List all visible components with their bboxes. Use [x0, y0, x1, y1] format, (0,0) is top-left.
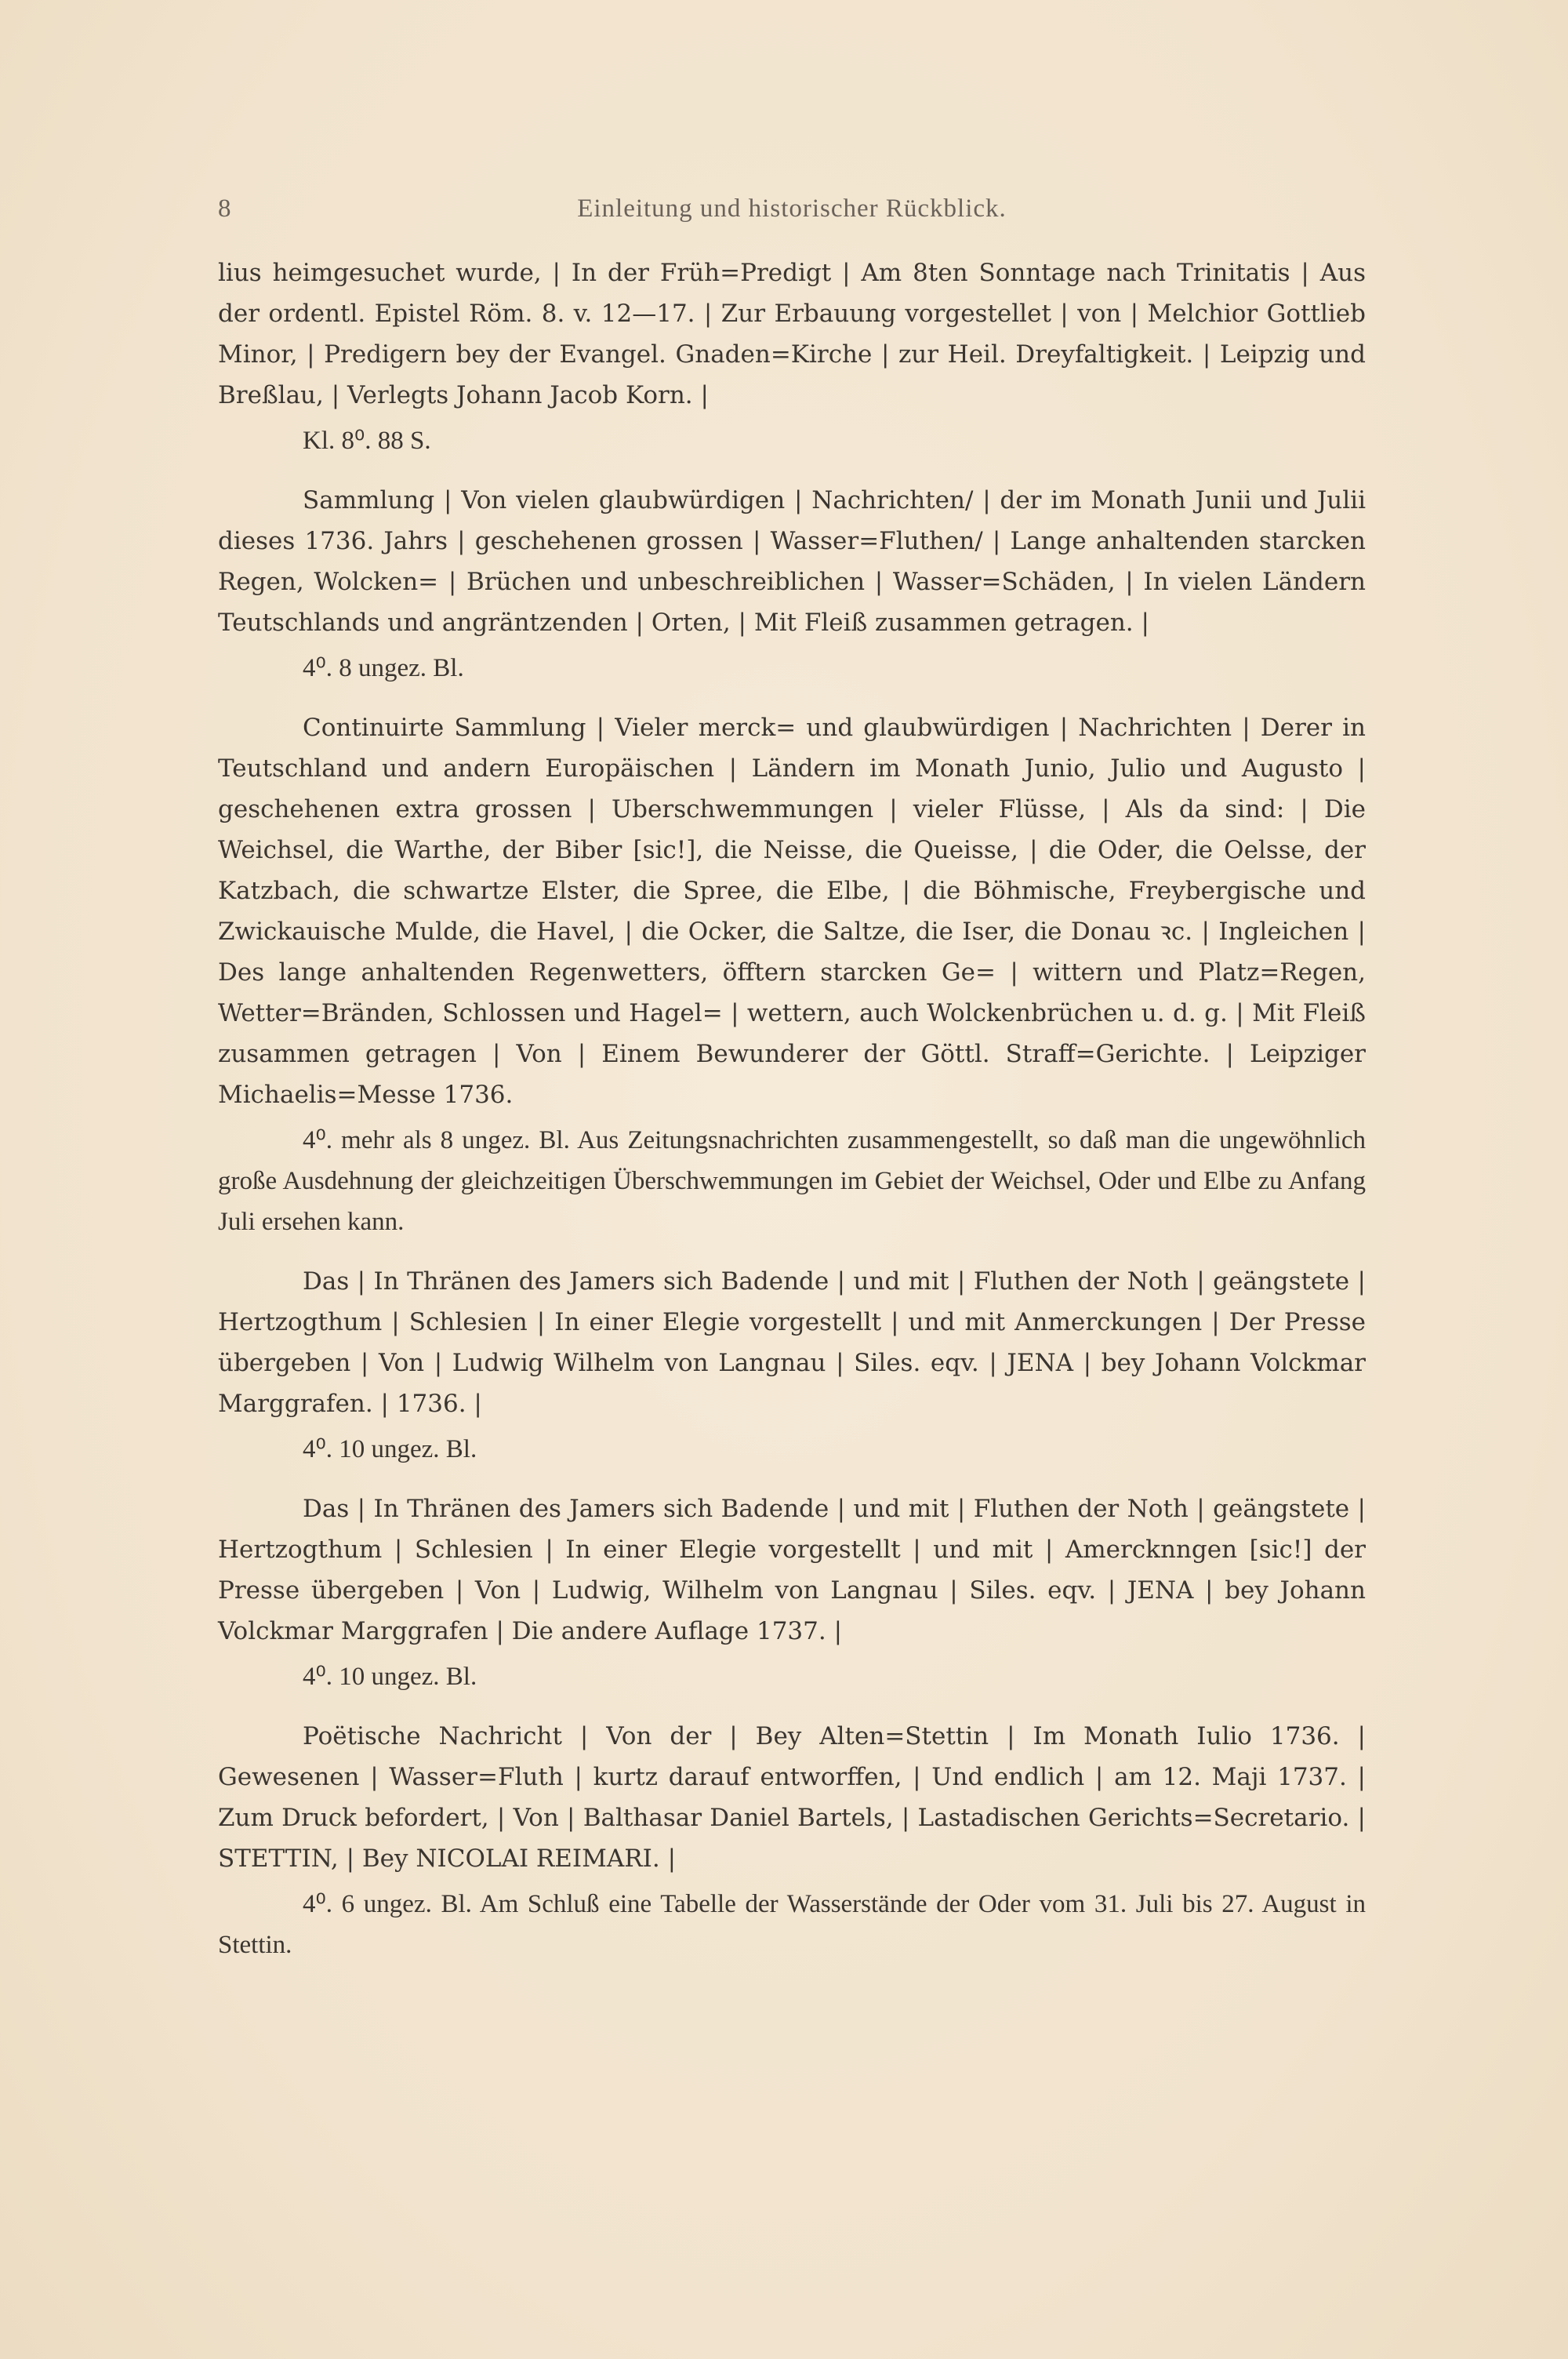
entry-text: Poëtische Nachricht | Von der | Bey Alten=Stettin | Im Monath Iulio 1736. | Gewesenen | Wasser=Fluth | kurtz darauf entworffen, | Und endlich | am 12. Maji 1737. | Zum Druck befordert, | Von | Balthasar Daniel Bartels, | Lastadischen Gerichts=Secretario. | STETTIN, | Bey NICOLAI REIMARI. | — [218, 1722, 1366, 1873]
bibliography-body — [218, 253, 1366, 1965]
entry-note: 4⁰. 6 ungez. Bl. Am Schluß eine Tabelle der Wasserstände der Oder vom 31. Juli bis 27. August in Stettin. — [218, 1890, 1366, 1959]
entry-note: 4⁰. 8 ungez. Bl. — [303, 654, 464, 682]
entry-note: Kl. 8⁰. 88 S. — [303, 427, 431, 455]
entry-text: lius heimgesuchet wurde, | In der Früh=Predigt | Am 8ten Sonntage nach Trinitatis | Aus der ordentl. Epistel Röm. 8. v. 12—17. | Zur Erbauung vorgestellet | von | Melchior Gottlieb Minor, | Predigern bey der Evangel. Gnaden=Kirche | zur Heil. Dreyfaltigkeit. | Leipzig und Breßlau, | Verlegts Johann Jacob Korn. | — [218, 259, 1366, 409]
entry-text: Continuirte Sammlung | Vieler merck= und glaubwürdigen | Nachrichten | Derer in Teutschland und andern Europäischen | Ländern im Monath Junio, Julio und Augusto | geschehenen extra grossen | Uberschwemmungen | vieler Flüsse, | Als da sind: | Die Weichsel, die Warthe, der Biber [sic!], die Neisse, die Queisse, | die Oder, die Oelsse, der Katzbach, die schwartze Elster, die Spree, die Elbe, | die Böhmische, Freybergische und Zwickauische Mulde, die Havel, | die Ocker, die Saltze, die Iser, die Donau ꝛc. | Ingleichen | Des lange anhaltenden Regenwetters, öfftern starcken Ge= | wittern und Platz=Regen, Wetter=Bränden, Schlossen und Hagel= | wettern, auch Wolckenbrüchen u. d. g. | Mit Fleiß zusammen getragen | Von | Einem Bewunderer der Göttl. Straff=Gerichte. | Leipziger Michaelis=Messe 1736. — [218, 714, 1366, 1109]
entry-note: 4⁰. mehr als 8 ungez. Bl. Aus Zeitungsnachrichten zusammengestellt, so daß man die ungewöhnlich große Ausdehnung der gleichzeitigen Überschwemmungen im Gebiet der Weichsel, Oder und Elbe zu Anfang Juli ersehen kann. — [218, 1126, 1366, 1236]
entry-text: Sammlung | Von vielen glaubwürdigen | Nachrichten/ | der im Monath Junii und Julii dieses 1736. Jahrs | geschehenen grossen | Wasser=Fluthen/ | Lange anhaltenden starcken Regen, Wolcken= | Brüchen und unbeschreiblichen | Wasser=Schäden, | In vielen Ländern Teutschlands und angräntzenden | Orten, | Mit Fleiß zusammen getragen. | — [218, 486, 1366, 637]
entry-note: 4⁰. 10 ungez. Bl. — [303, 1435, 477, 1463]
page-header — [218, 187, 1366, 234]
running-head: Einleitung und historischer Rückblick. — [577, 194, 1007, 223]
entry-note: 4⁰. 10 ungez. Bl. — [303, 1663, 477, 1691]
entry-text: Das | In Thränen des Jamers sich Badende | und mit | Fluthen der Noth | geängstete | Hertzogthum | Schlesien | In einer Elegie vorgestellt | und mit | Amercknngen [sic!] der Presse übergeben | Von | Ludwig, Wilhelm von Langnau | Siles. eqv. | JENA | bey Johann Volckmar Marggrafen | Die andere Auflage 1737. | — [218, 1495, 1366, 1645]
page-number: 8 — [218, 194, 232, 223]
entry-text: Das | In Thränen des Jamers sich Badende | und mit | Fluthen der Noth | geängstete | Hertzogthum | Schlesien | In einer Elegie vorgestellt | und mit Anmerckungen | Der Presse übergeben | Von | Ludwig Wilhelm von Langnau | Siles. eqv. | JENA | bey Johann Volckmar Marggrafen. | 1736. | — [218, 1267, 1366, 1418]
